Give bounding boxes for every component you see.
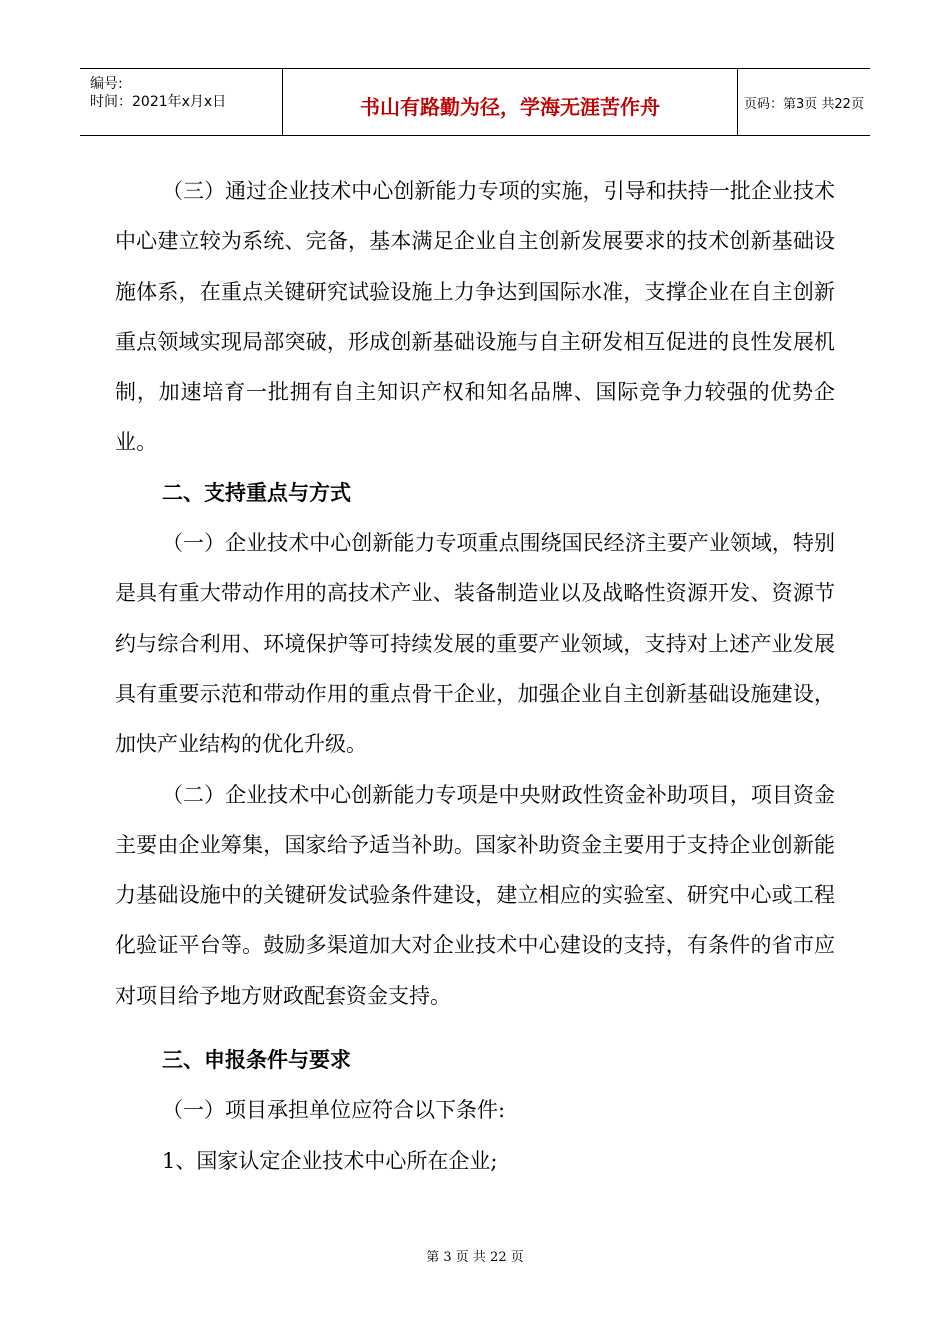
page-footer: 第 3 页 共 22 页 (426, 1250, 524, 1265)
paragraph-3-1: （一）项目承担单位应符合以下条件: (162, 1098, 506, 1123)
header-page-label: 页码：第3页 共22页 (744, 97, 864, 112)
header-page-cell (738, 69, 870, 135)
paragraph-2-2: （二）企业技术中心创新能力专项是中央财政性资金补助项目，项目资金主要由企业筹集，国家给予适当补助。国家补助资金主要用于支持企业创新能力基础设施中的关键研发试验条件建设，建立相应的实验室、研究中心或工程化验证平台等。鼓励多渠道加大对企业技术中心建设的支持，有条件的省市应对项目给予地方财政配套资金支持。 (115, 782, 835, 1008)
document-body (115, 166, 835, 1186)
list-item-1: 1、国家认定企业技术中心所在企业; (162, 1148, 498, 1173)
header-info-cell (80, 69, 283, 135)
document-time-label: 时间：2021年x月x日 (90, 94, 227, 110)
paragraph-three: （三）通过企业技术中心创新能力专项的实施，引导和扶持一批企业技术中心建立较为系统、完备，基本满足企业自主创新发展要求的技术创新基础设施体系，在重点关键研究试验设施上力争达到国际水准，支撑企业在自主创新重点领域实现局部突破，形成创新基础设施与自主研发相互促进的良性发展机制，加速培育一批拥有自主知识产权和知名品牌、国际竞争力较强的优势企业。 (115, 179, 835, 455)
paragraph-2-1: （一）企业技术中心创新能力专项重点围绕国民经济主要产业领域，特别是具有重大带动作用的高技术产业、装备制造业以及战略性资源开发、资源节约与综合利用、环境保护等可持续发展的重要产业领域，支持对上述产业发展具有重要示范和带动作用的重点骨干企业，加强企业自主创新基础设施建设，加快产业结构的优化升级。 (115, 531, 835, 757)
section-heading-2: 二、支持重点与方式 (162, 480, 351, 505)
document-number-label: 编号: (90, 76, 123, 92)
header-motto: 书山有路勤为径，学海无涯苦作舟 (360, 95, 660, 119)
section-heading-3: 三、申报条件与要求 (162, 1048, 351, 1073)
header-motto-cell (283, 69, 738, 135)
page-header (80, 68, 870, 136)
